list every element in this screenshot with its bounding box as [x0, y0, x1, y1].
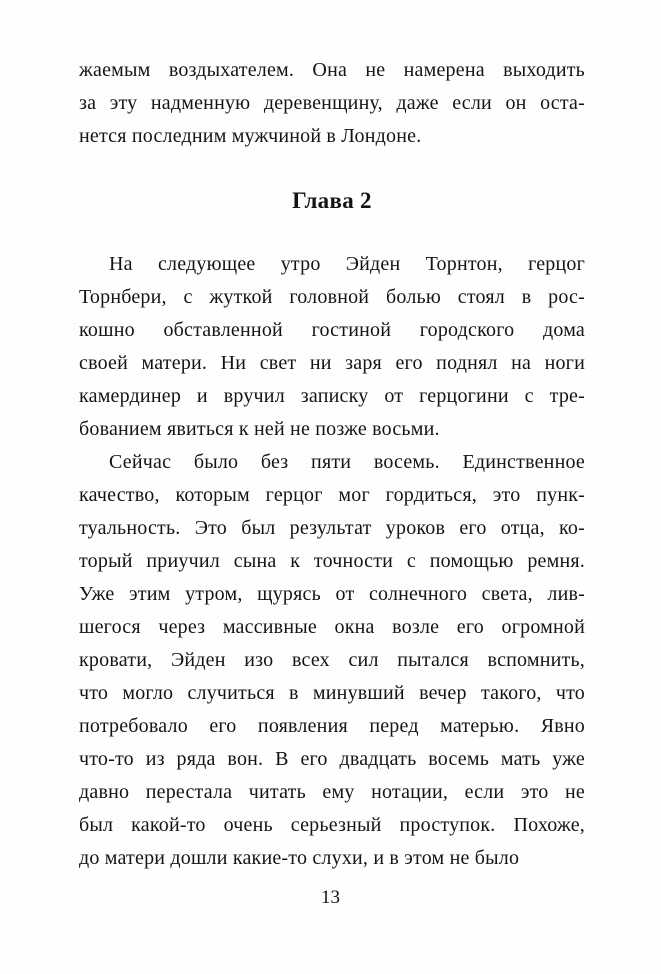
text-line: шегося через массивные окна возле его огромной: [79, 616, 585, 638]
text-line: был какой-то очень серьезный проступок. Похоже,: [79, 814, 585, 836]
text-line: Уже этим утром, щурясь от солнечного света, лив-: [79, 583, 585, 605]
text-line: что-то из ряда вон. В его двадцать восемь мать уже: [79, 748, 585, 770]
text-line: Сейчас было без пяти восемь. Единственное: [109, 451, 585, 473]
text-column: [79, 54, 585, 875]
text-line: камердинер и вручил записку от герцогини с тре-: [79, 385, 585, 407]
text-line: за эту надменную деревенщину, даже если он оста-: [79, 92, 585, 114]
text-line: жаемым воздыхателем. Она не намерена выходить: [79, 59, 585, 81]
text-line: нется последним мужчиной в Лондоне.: [79, 125, 422, 147]
text-line: торый приучил сына к точности с помощью ремня.: [79, 550, 585, 572]
text-line: Торнбери, с жуткой головной болью стоял в рос-: [79, 286, 585, 308]
text-line: качество, которым герцог мог гордиться, это пунк-: [79, 484, 585, 506]
text-line: потребовало его появления перед матерью. Явно: [79, 715, 585, 737]
chapter-heading: Глава 2: [292, 188, 372, 213]
text-line: своей матери. Ни свет ни заря его поднял на ноги: [79, 352, 585, 374]
text-line: кровати, Эйден изо всех сил пытался вспомнить,: [79, 649, 585, 671]
text-line: На следующее утро Эйден Торнтон, герцог: [109, 253, 585, 275]
text-line: давно перестала читать ему нотации, если это не: [79, 781, 585, 803]
text-line: что могло случиться в минувший вечер такого, что: [79, 682, 585, 704]
page-number: 13: [321, 887, 340, 908]
text-line: кошно обставленной гостиной городского дома: [79, 319, 585, 341]
text-line: туальность. Это был результат уроков его отца, ко-: [79, 517, 585, 539]
text-line: бованием явиться к ней не позже восьми.: [79, 418, 440, 440]
text-line: до матери дошли какие-то слухи, и в этом не было: [79, 847, 520, 869]
